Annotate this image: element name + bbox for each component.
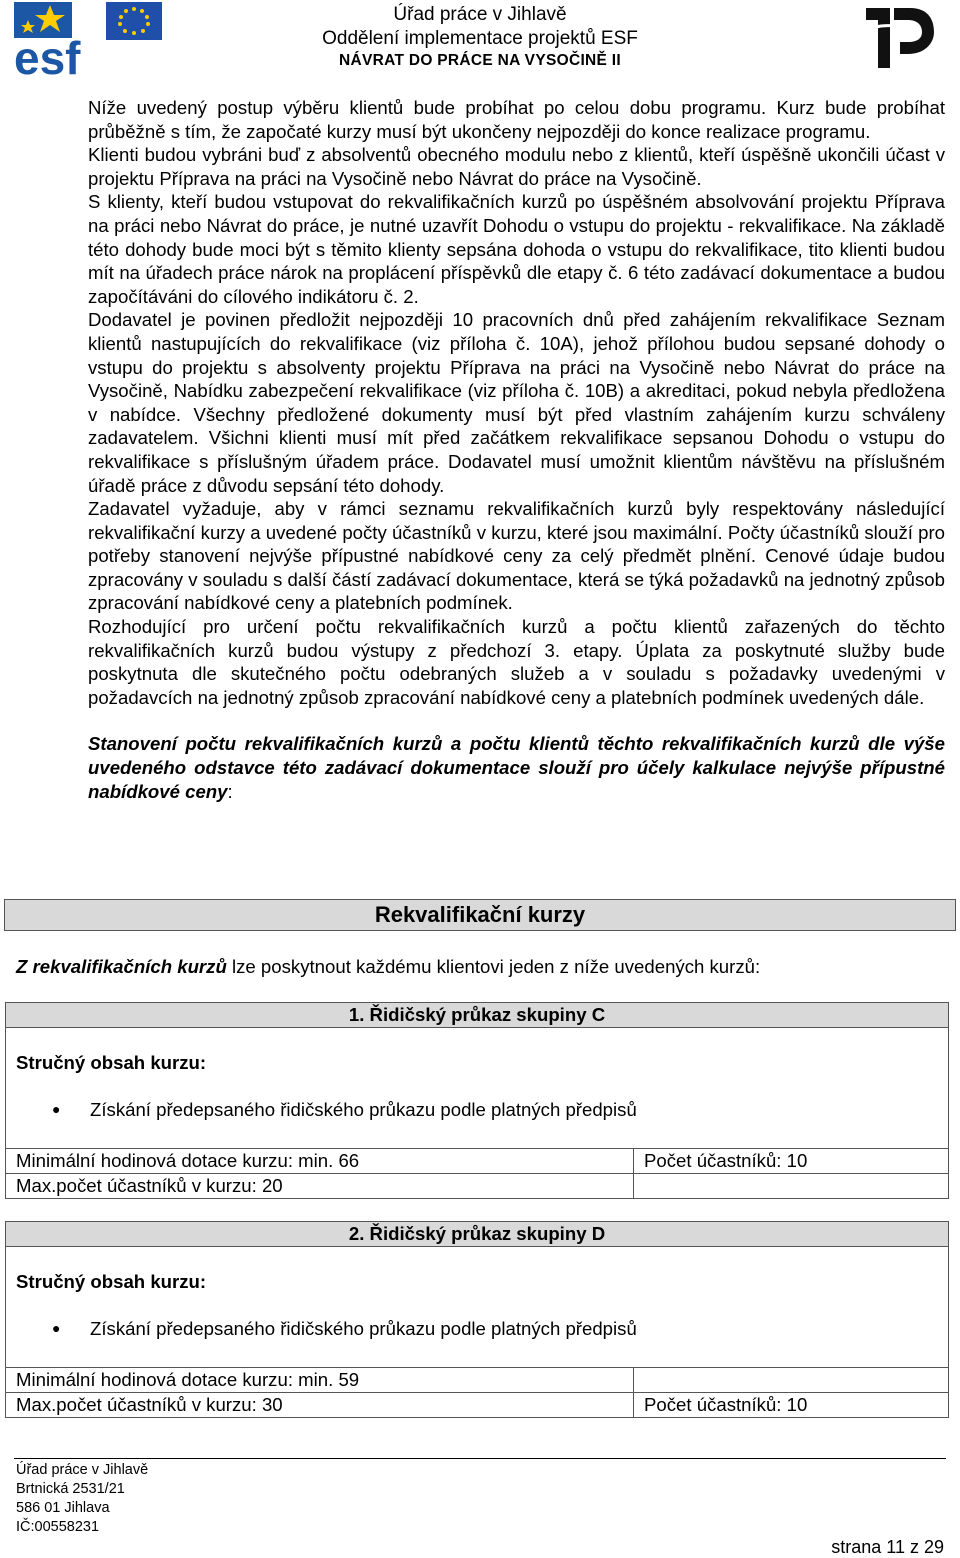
courses-intro [16,956,946,978]
footer-divider [14,1458,946,1459]
section-title: Rekvalifikační kurzy [4,899,956,931]
body-text [88,96,945,803]
project-logo [860,2,938,74]
course-content-label: Stručný obsah kurzu: [16,1052,207,1073]
header-office: Úřad práce v Jihlavě [393,4,567,25]
course-row [6,1173,948,1198]
course-table-2 [5,1221,949,1418]
course-content-label: Stručný obsah kurzu: [16,1271,207,1292]
emphasis-text: Stanovení počtu rekvalifikačních kurzů a počtu klientů těchto rekvalifikačních kurzů dle výše uvedeného odstavce této zadávací dokumentace slouží pro účely kalkulace nejvýše přípustné nabídkové ceny [88,733,945,802]
empty-cell [634,1368,948,1392]
course-content-item: Získání předepsaného řidičského průkazu podle platných předpisů [90,1318,637,1339]
header-department: Oddělení implementace projektů ESF [322,28,638,49]
bullet-icon: ● [52,1320,61,1336]
esf-logo-text: esf [14,32,81,76]
footer-org: Úřad práce v Jihlavě [16,1462,149,1478]
course-title: 1. Řidičský průkaz skupiny C [6,1003,948,1028]
course-content [6,1247,948,1368]
course-row [6,1368,948,1392]
course-content [6,1028,948,1149]
intro-bold: Z rekvalifikačních kurzů [16,956,227,977]
footer-city: 586 01 Jihlava [16,1500,110,1516]
max-participants: Max.počet účastníků v kurzu: 20 [6,1174,634,1198]
intro-rest: lze poskytnout každému klientovi jeden z níže uvedených kurzů: [226,956,761,977]
paragraph-4: Dodavatel je povinen předložit nejpozději 10 pracovních dnů před zahájením rekvalifikace Seznam klientů nastupujících do rekvalifikace (viz příloha č. 10A), jehož přílohou budou sepsané dohody o vstupu do projektu s absolventy projektu Příprava na práci na Vysočině nebo Návrat do práce na Vysočině, Nabídku zabezpečení rekvalifikace (viz příloha č. 10B) a akreditaci, pokud nebyla předložena v nabídce. Všechny předložené dokumenty musí být před vlastním zahájením kurzu schváleny zadavatelem. Všichni klienti musí mít před začátkem rekvalifikace sepsanou Dohodu o vstupu do rekvalifikace s příslušným úřadem práce. Dodavatel musí umožnit klientům návštěvu na příslušném úřadě práce z důvodu sepsání této dohody. [88,309,945,496]
footer-address [16,1461,148,1537]
emphasis-tail: : [227,780,233,802]
participant-count: Počet účastníků: 10 [644,1150,808,1171]
course-table-1 [5,1002,949,1199]
min-hours: Minimální hodinová dotace kurzu: min. 59 [6,1368,634,1392]
emphasis-paragraph [88,732,945,803]
course-row [6,1392,948,1417]
participant-count: Počet účastníků: 10 [644,1394,808,1415]
bullet-icon: ● [52,1101,61,1117]
course-content-item: Získání předepsaného řidičského průkazu podle platných předpisů [90,1099,637,1120]
paragraph-1: Níže uvedený postup výběru klientů bude probíhat po celou dobu programu. Kurz bude probíhat průběžně s tím, že započaté kurzy musí být ukončeny nejpozději do konce realizace programu. [88,97,945,142]
min-hours: Minimální hodinová dotace kurzu: min. 66 [6,1149,634,1173]
course-title: 2. Řidičský průkaz skupiny D [6,1222,948,1247]
page-number: strana 11 z 29 [831,1537,944,1557]
empty-cell [634,1174,948,1198]
course-row [6,1149,948,1173]
header-project: NÁVRAT DO PRÁCE NA VYSOČINĚ II [339,52,621,69]
paragraph-3: S klienty, kteří budou vstupovat do rekvalifikačních kurzů po úspěšném absolvování projektu Příprava na práci nebo Návrat do práce, je nutné uzavřít Dohodu o vstupu do projektu - rekvalifikace. Na základě této dohody bude moci být s těmito klienty sepsána dohoda o vstupu do rekvalifikace, tito klienti budou mít na úřadech práce nárok na proplácení příspěvků dle etapy č. 6 této zadávací dokumentace a budou započítáváni do cílového indikátoru č. 2. [88,191,945,307]
esf-eu-logo [14,2,164,76]
footer-street: Brtnická 2531/21 [16,1481,125,1497]
paragraph-6: Rozhodující pro určení počtu rekvalifikačních kurzů a počtu klientů zařazených do těchto rekvalifikačních kurzů budou výstupy z předchozí 3. etapy. Úplata za poskytnuté služby bude poskytnuta dle skutečného počtu odebraných služeb a v souladu s požadavky uvedenými v požadavcích na jednotný způsob zpracování nabídkové ceny a platebních podmínek uvedených dále. [88,616,945,708]
paragraph-2: Klienti budou vybráni buď z absolventů obecného modulu nebo z klientů, kteří úspěšně ukončili účast v projektu Příprava na práci na Vysočině nebo Návrat do práce na Vysočině. [88,144,945,189]
paragraph-5: Zadavatel vyžaduje, aby v rámci seznamu rekvalifikačních kurzů byly respektovány následující rekvalifikační kurzy a uvedené počty účastníků v kurzu, které jsou maximální. Počty účastníků slouží pro potřeby stanovení nejvýše přípustné nabídkové ceny za celý předmět plnění. Cenové údaje budou zpracovány v souladu s další částí zadávací dokumentace, která se týká požadavků na jednotný způsob zpracování nabídkové ceny a platebních podmínek. [88,498,945,614]
max-participants: Max.počet účastníků v kurzu: 30 [6,1393,634,1417]
footer-ic: IČ:00558231 [16,1519,100,1535]
